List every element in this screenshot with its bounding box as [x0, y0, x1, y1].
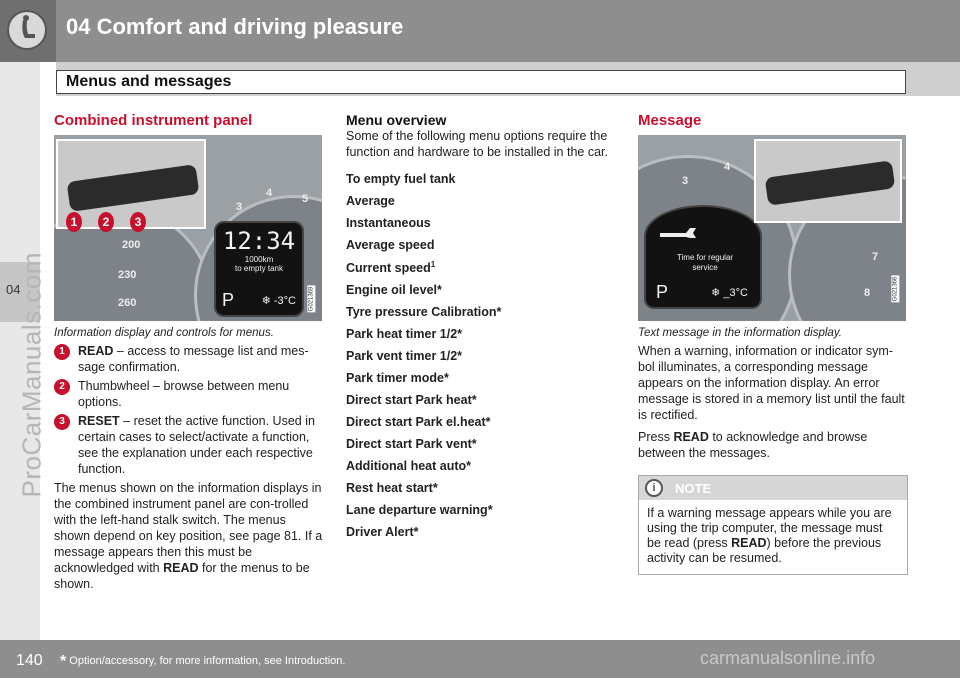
column-menu-overview: [346, 112, 616, 547]
menu-option: Lane departure warning*: [346, 503, 493, 518]
figure-caption: Information display and controls for menus.: [54, 327, 274, 339]
menu-option: Park timer mode*: [346, 371, 449, 386]
tick-label: 3: [682, 175, 689, 187]
note-box: [638, 475, 908, 575]
footnote-star: *: [60, 653, 67, 670]
number-badge: 2: [54, 379, 70, 395]
figure-caption: Text message in the information display.: [638, 327, 842, 339]
tick-label: 260: [118, 297, 137, 309]
callout-1: 1: [66, 212, 82, 232]
list-item: [54, 413, 324, 477]
lcd-time: 12:34: [222, 227, 296, 255]
callout-3: 3: [130, 212, 146, 232]
tick-label: 8: [864, 287, 871, 299]
note-header: [639, 476, 907, 500]
read-paragraph: [638, 429, 908, 461]
tick-label: 7: [872, 251, 879, 263]
callout-2: 2: [98, 212, 114, 232]
message-paragraph: When a warning, information or indicator sym-bol illuminates, a corresponding message appears on the information display. An error message is stored in a memory list until the fault is rectified.: [638, 344, 905, 422]
stalk-inset: [56, 139, 206, 229]
tick-label: 230: [118, 269, 137, 281]
heading-combined-instrument-panel: Combined instrument panel: [54, 112, 253, 129]
instrument-panel-paragraph: [54, 480, 324, 592]
number-badge: 3: [54, 414, 70, 430]
lcd-gear: P: [222, 290, 235, 310]
tick-label: 4: [724, 161, 731, 173]
number-badge: 1: [54, 344, 70, 360]
instrument-panel-figure: [54, 135, 322, 321]
column-instrument-panel: [54, 112, 324, 598]
info-icon: i: [645, 479, 663, 497]
message-figure: [638, 135, 906, 321]
figure-code: G021369: [308, 286, 315, 312]
menu-option: Average speed: [346, 238, 435, 252]
menu-option: To empty fuel tank: [346, 172, 456, 186]
tick-label: 200: [122, 239, 141, 251]
menu-option: Instantaneous: [346, 216, 431, 230]
note-keyword: READ: [731, 536, 767, 550]
menu-option: Park heat timer 1/2*: [346, 327, 463, 342]
menu-option: Rest heat start*: [346, 481, 438, 496]
item-keyword: READ: [78, 344, 114, 358]
heading-message: Message: [638, 112, 702, 129]
figure-code: G021366: [892, 276, 899, 302]
item-text: Thumbwheel – browse between menu options.: [78, 379, 290, 409]
menu-option: Direct start Park vent*: [346, 437, 477, 452]
section-title: Menus and messages: [66, 73, 232, 90]
left-stalk-switch: [67, 164, 200, 212]
chapter-title: 04 Comfort and driving pleasure: [66, 14, 404, 39]
page-number: 140: [16, 652, 43, 669]
lcd-gear: P: [656, 282, 669, 302]
tick-label: 4: [266, 187, 273, 199]
side-watermark: ProCarManuals.com: [16, 252, 47, 498]
menu-option: Driver Alert*: [346, 525, 419, 540]
menu-option: Park vent timer 1/2*: [346, 349, 463, 364]
item-keyword: RESET: [78, 414, 120, 428]
footnote: [60, 653, 345, 671]
tick-label: 3: [236, 201, 243, 213]
menu-option: Tyre pressure Calibration*: [346, 305, 502, 320]
item-text: – access to message list and mes-sage confirmation.: [78, 344, 309, 374]
note-title: NOTE: [675, 481, 712, 496]
note-text: ) before the previous activity can be resumed.: [647, 536, 882, 565]
chapter-number: 04: [6, 282, 21, 297]
menu-option: Average: [346, 194, 395, 208]
lcd-message-line2: service: [692, 263, 718, 272]
footnote-marker: 1: [430, 260, 436, 269]
menu-option-current-speed: [346, 260, 616, 275]
menu-option: Additional heat auto*: [346, 459, 471, 474]
menu-option-label: Current speed: [346, 261, 431, 276]
note-text: If a warning message appears while you are using the trip computer, the message must be read (press: [647, 506, 892, 550]
column-message: [638, 112, 908, 575]
info-display: [214, 221, 304, 317]
stalk-inset: [754, 139, 902, 223]
note-body: [639, 500, 907, 574]
info-display: [644, 205, 762, 309]
left-stalk-switch: [765, 160, 896, 206]
menu-option: Engine oil level*: [346, 283, 442, 298]
menu-option: Direct start Park heat*: [346, 393, 477, 408]
lcd-message-line1: Time for regular: [676, 253, 734, 262]
seat-icon: [7, 10, 47, 50]
list-item: [54, 343, 324, 375]
para-text: to acknowledge and browse between the messages.: [638, 430, 868, 460]
lcd-range-label: to empty tank: [234, 264, 284, 273]
chapter-icon-box: [0, 0, 56, 62]
para-text: The menus shown on the information displays in the combined instrument panel are con-trolled with the left-hand stalk switch. The menus shown depend on key position, see page 81. If a message appears then this must be acknowledged with: [54, 481, 323, 575]
para-text: for the menus to be shown.: [54, 561, 310, 591]
list-item: [54, 378, 324, 410]
para-keyword: READ: [163, 561, 199, 575]
lcd-temperature: ❄ -3°C: [261, 295, 296, 307]
tick-label: 5: [302, 193, 309, 205]
heading-menu-overview: Menu overview: [346, 112, 447, 128]
menu-option: Direct start Park el.heat*: [346, 415, 491, 430]
para-text: Press: [638, 430, 674, 444]
menu-intro: Some of the following menu options require the function and hardware to be installed in the car.: [346, 129, 608, 159]
wrench-icon: [658, 225, 698, 250]
bottom-watermark: carmanualsonline.info: [700, 648, 876, 668]
para-keyword: READ: [673, 430, 709, 444]
lcd-range: 1000km: [244, 255, 274, 264]
footnote-text: Option/accessory, for more information, see Introduction.: [66, 655, 346, 667]
item-text: – reset the active function. Used in certain cases to select/activate a function, see the explanation under each respective function.: [78, 414, 315, 476]
lcd-temperature: ❄ _3°C: [711, 287, 748, 299]
